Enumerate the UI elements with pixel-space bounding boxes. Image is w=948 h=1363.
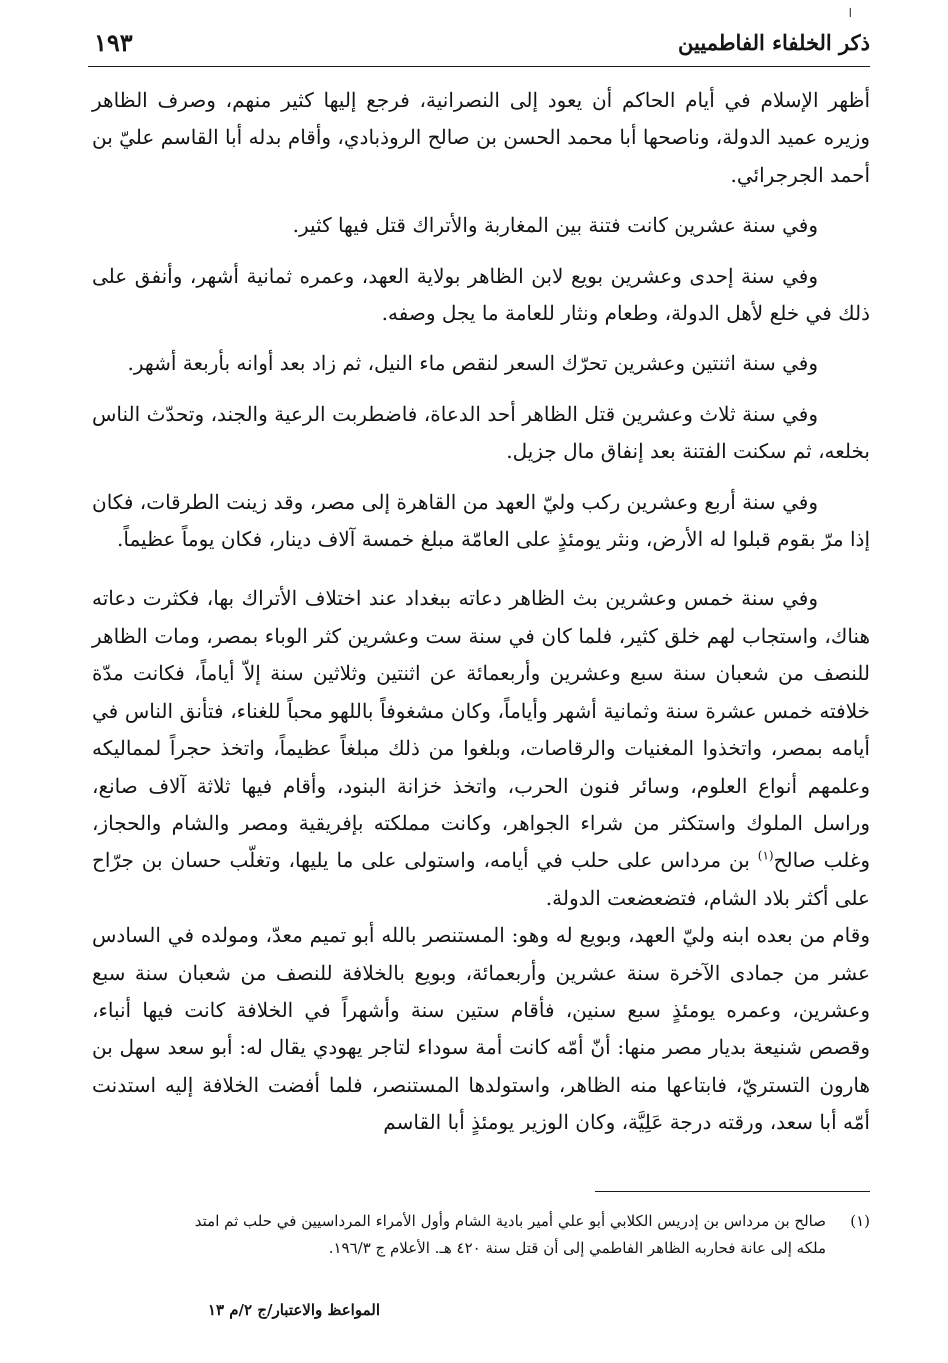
corner-mark: ا [848, 6, 852, 20]
paragraph-year-25-tail: بن مرداس على حلب في أيامه، واستولى على ما يليها، وتغلّب حسان بن جرّاح على أكثر بلاد الشام، فتضعضعت الدولة. [92, 848, 870, 910]
page-header [88, 26, 870, 67]
footnote-divider [595, 1191, 870, 1192]
running-title: ذكر الخلفاء الفاطميين [678, 30, 870, 55]
paragraph-year-24: وفي سنة أربع وعشرين ركب وليّ العهد من القاهرة إلى مصر، وقد زينت الطرقات، فكان إذا مرّ بقوم قبلوا له الأرض، ونثر يومئذٍ على العامّة مبلغ خمسة آلاف دينار، فكان يوماً عظيماً. [92, 489, 870, 552]
paragraph-year-21: وفي سنة إحدى وعشرين بويع لابن الظاهر بولاية العهد، وعمره ثمانية أشهر، وأنفق على ذلك في خلع لأهل الدولة، وطعام ونثار للعامة ما يجل وصفه. [92, 263, 870, 326]
paragraph-year-25-text: وفي سنة خمس وعشرين بث الظاهر دعاته ببغداد عند اختلاف الأتراك بها، فكثرت دعاته هناك، واستجاب لهم خلق كثير، فلما كان في سنة ست وعشرين كثر الوباء بمصر، ومات الظاهر للنصف من شعبان سنة سبع وعشرين وأربعمائة عن اثنتين وثلاثين سنة إلاّ أياماً، فكانت مدّة خلافته خمس عشرة سنة وثمانية أشهر وأياماً، وكان مشغوفاً باللهو محباً للغناء، فتأنق الناس في أيامه بمصر، واتخذوا المغنيات والرقاصات، وبلغوا من ذلك مبلغاً عظيماً، واتخذ حجراً لمماليكه وعلمهم أنواع العلوم، وسائر فنون الحرب، واتخذ خزانة البنود، وأقام فيها ثلاثة آلاف صانع، وراسل الملوك واستكثر من شراء الجواهر، وكانت مملكته بإفريقية ومصر والشام والحجاز، وغلب صالح [92, 586, 870, 873]
paragraph-year-23: وفي سنة ثلاث وعشرين قتل الظاهر أحد الدعاة، فاضطربت الرعية والجند، وتحدّث الناس بخلعه، ثم سكنت الفتنة بعد إنفاق مال جزيل. [92, 401, 870, 464]
paragraph-mustansir: وقام من بعده ابنه وليّ العهد، وبويع له وهو: المستنصر بالله أبو تميم معدّ، ومولده في السادس عشر من جمادى الآخرة سنة عشرين وأربعمائة، وبويع بالخلافة للنصف من شعبان سنة سبع وعشرين، وعمره يومئذٍ سبع سنين، فأقام ستين سنة وأشهراً في الخلافة كانت فيها أنباء، وقصص شنيعة بديار مصر منها: أنّ أمّه كانت أمة سوداء لتاجر يهودي يقال له: أبو سعد سهل بن هارون التستريّ، فابتاعها منه الظاهر، واستولدها المستنصر، فلما أفضت الخلافة إليه استدنت أمّه أبا سعد، ورقته درجة عَلِيَّة، وكان الوزير يومئذٍ أبا القاسم [92, 923, 870, 1135]
footnote-reference: (١) [757, 848, 774, 863]
body-text [92, 82, 870, 1142]
footnote-number: (١) [850, 1212, 870, 1230]
paragraph-year-20: وفي سنة عشرين كانت فتنة بين المغاربة والأتراك قتل فيها كثير. [292, 213, 818, 238]
paragraph-year-22: وفي سنة اثنتين وعشرين تحرّك السعر لنقص ماء النيل، ثم زاد بعد أوانه بأربعة أشهر. [127, 351, 818, 376]
footnote [92, 1208, 870, 1262]
page-number: ١٩٣ [94, 28, 133, 57]
volume-signature: المواعظ والاعتبار/ج ٢/م ١٣ [207, 1301, 380, 1319]
footnote-line-1 [92, 1208, 870, 1235]
paragraph-continuation: أظهر الإسلام في أيام الحاكم أن يعود إلى النصرانية، فرجع إليها كثير منهم، وصرف الظاهر وزيره عميد الدولة، وناصحها أبا محمد الحسن بن صالح الروذبادي، وأقام بدله أبا القاسم عليّ بن أحمد الجرجرائي. [91, 88, 870, 187]
paragraph-year-25 [92, 580, 870, 917]
footnote-line-2: ملكه إلى عانة فحاربه الظاهر الفاطمي إلى أن قتل سنة ٤٢٠ هـ. الأعلام ج ١٩٦/٣. [328, 1239, 826, 1257]
footnote-text-1: صالح بن مرداس بن إدريس الكلابي أبو علي أمير بادية الشام وأول الأمراء المرداسيين في حلب ثم امتد [194, 1212, 826, 1230]
